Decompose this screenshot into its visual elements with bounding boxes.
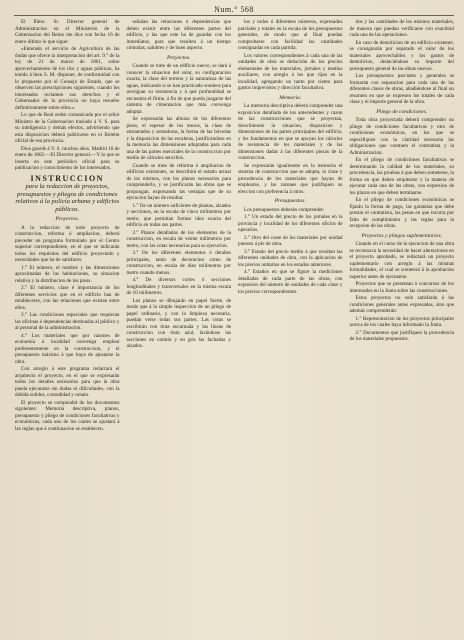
paragraph: Se expresarán las alturas de los diferentes pisos, el espesor de los muros, la clase de entramados y armaduras, la forma de las bóvedas y la disposicion de las escaleras, justificándose en la memoria las dimensiones adoptadas para cada una de las partes esenciales de la construccion por medio de cálculos sencillos.	[126, 116, 231, 161]
paragraph: 2.° Otro del coste de los materiales por unidad puestos á pie de obra.	[238, 234, 343, 247]
column-4	[349, 19, 455, 633]
column-1	[14, 19, 120, 633]
paragraph: En caso de demolicion de un edificio existente, se consignarán por separado el valor de los materiales aprovechables y los gastos de demolicion, deduciéndose su importe del presupuesto general de las obras nuevas.	[349, 39, 454, 72]
paragraph: A la redaccion de todo proyecto de construccion, reforma ó ampliacion, deberá preceder un programa formulado por el Centro superior correspondiente, en el que se indicarán todos los requisitos del edificio proyectado y necesidades que ha de satisfacer.	[15, 224, 120, 264]
paragraph: Los valores correspondientes á cada una de las unidades de obra se deducirán de los precios elementales de los materiales, jornales y medios auxiliares, con arreglo á los que rijan en la localidad, agregando un tanto por ciento para gastos imprevistos y dirección facultativa.	[238, 52, 343, 91]
section-heading: Pliego de condiciones.	[376, 108, 428, 115]
paragraph: Se expresarán igualmente en la memoria el sistema de construccion que se adopta, la clase y procedencia de los materiales que hayan de emplearse, y las razones que justifiquen su eleccion con preferencia á otros.	[238, 162, 343, 195]
paragraph: 4.° De diversos cortes ó secciones longitudinales y transversales en la misma escala de 10 milímetros.	[126, 277, 231, 296]
section-heading: Proyectos.	[166, 54, 191, 61]
paragraph: Dios guarde á V. S. muchos años. Madrid 16 de enero de 1862.—El Director general.—Y lo que se inserta en este periódico oficial para su publicacion y conocimiento de los interesados.	[15, 145, 120, 171]
paragraph: 2.° El número, clase é importancia de los diferentes servicios que en el edificio han de establecerse, con las relaciones que existan entre ellos.	[15, 285, 120, 311]
paragraph: Los presupuestos deberán comprender:	[244, 206, 325, 213]
issue-number: Num.° 568	[214, 5, 254, 14]
paragraph: 3.° Las condiciones especiales que requieran las oficinas ó dependencias destinadas al público y al personal de la administracion.	[15, 312, 120, 332]
paragraph: En el pliego de condiciones económicas se fijarán la forma de pago, las garantías que debe prestar el contratista, las penas en que incurra por falta de cumplimiento y las reglas para la recepcion de las obras.	[349, 197, 454, 229]
paragraph: señalan las relaciones ó dependencias que deben existir entre las diferentes partes del edificio, y las que este ha de guardar con los inmediatos, para que resulten á un tiempo cómodas, salubres y de buen aspecto.	[126, 19, 231, 51]
paragraph: Cuando en el curso de la ejecucion de una obra se reconozca la necesidad de hacer alteraciones en el proyecto aprobado, se redactará un proyecto suplementario con arreglo á las mismas formalidades, el cual se someterá á la aprobacion superior antes de ejecutarse.	[349, 241, 454, 280]
section-heading: Memoria.	[279, 94, 302, 101]
paragraph: 1.° Representacion de los proyectos principales acerca de los cuales haya informado la Junta.	[349, 315, 454, 328]
paragraph: 3.° De los diferentes elementos ó detalles principales, tanto de decoracion como de construccion, en escala de diez milímetros por metro cuando menos.	[126, 250, 231, 276]
document-title: INSTRUCCION	[30, 173, 104, 183]
paragraph: 4.° Los materiales que por razones de economía ó localidad convenga emplear preferentemente en la construccion, y el presupuesto máximo á que haya de ajustarse la obra.	[15, 332, 120, 365]
paragraph: dos y las cantidades de los mismos materiales, de manera que puedan verificarse con exactitud cada una de las operaciones.	[349, 19, 454, 38]
paragraph: 4.° Estados en que se figure la mediciones detalladas de cada parte de las obras, con expresion del número de unidades de cada clase y los precios correspondientes.	[238, 269, 343, 295]
paragraph: los y todos ó diferentes números, expresados parciales y totales en la escala de los presupuestos generales, de modo que al final puedan comprobarse con facilidad las cantidades consignadas en cada partida.	[238, 19, 343, 51]
paragraph: La memoria descriptiva deberá comprender una exposicion detallada de los antecedentes y razon de las construcciones que se proyectan, describiendo la situacion, disposicion y dimensiones de las partes principales del edificio, y los fundamentos en que se apoyan los cálculos de resistencia de los materiales y de las dimensiones dadas á las diferentes piezas de la construccion.	[238, 103, 343, 161]
column-2	[126, 19, 232, 633]
paragraph: Con arreglo á este programa redactará el arquitecto el proyecto, en el que se expresarán todos los detalles necesarios para que la obra pueda ejecutarse sin dudas ni dificultades, con la debida solidez, comodidad y ornato.	[15, 366, 120, 399]
paragraph: Los planos se dibujarán en papel fuerte, de modo que á la simple inspeccion de un pliego de papel ordinario, y con la limpieza necesaria, puedan verse todas sus partes. Las cotas se escribirán con tinta encarnada y las líneas de construccion con tinta azul, lavándose las secciones en carmín y en gris las fachadas y alzados.	[126, 297, 231, 349]
column-3	[237, 19, 343, 633]
paragraph: Estos proyectos no solo satisfarán á las condiciones generales antes expresadas, sino que además comprenderán:	[349, 295, 454, 314]
paragraph: 2.° Planos detallados de los elementos de la construccion, en escala de veinte milímetros por metro, con las cotas necesarias para su ejecucion.	[126, 229, 231, 249]
paragraph: 2.° Documentos que justifiquen la procedencia de los materiales propuestos.	[349, 329, 454, 342]
document-subtitle: para la redaccion de proyectos, presupuestos y pliegos de condiciones relativos á la policía urbana y edificios públicos.	[15, 183, 120, 213]
paragraph: En el pliego de condiciones facultativas se determinarán la calidad de los materiales, su procedencia, las pruebas á que deben someterse, la forma en que deben emplearse y la manera de ejecutar cada una de las obras, con expresion de los plazos en que deben terminarse.	[349, 157, 454, 196]
section-heading: Presupuestos.	[274, 198, 306, 204]
paragraph: Cuando se trate de un edificio nuevo, se dará á conocer la situacion del solar, su configuracion exacta, la clase del terreno y la naturaleza de las aguas, indicando si se han practicado sondeos para averiguar su resistencia y á qué profundidad se encuentra el firme, á fin de que pueda juzgarse del sistema de cimentacion que más convenga adoptar.	[126, 63, 231, 115]
paragraph: 1.° De un número suficiente de plantas, alzados y secciones, en la escala de cinco milímetros por metro, que permitan formar idea exacta del edificio en todas sus partes.	[126, 202, 231, 228]
paragraph: Toda obra proyectada deberá comprender un pliego de condiciones facultativas y otro de condiciones económicas, en los que se especifiquen con la claridad necesaria las obligaciones que contraen el contratista y la Administracion.	[349, 117, 454, 156]
paragraph: 3.° Estado del precio medio á que resultan las diferentes unidades de obra, con la aplicacion de los precios unitarios en los estados anteriores.	[238, 248, 343, 268]
paragraph: El Illmo. Sr. Director general de Administracion en el Ministerio de la Gobernacion del Reino me dice con fecha 16 de enero último lo que sigue:	[15, 19, 120, 45]
paragraph: «Enterado el servicio de Agricultura de las dudas que ofrece la interpretacion del art. 9.° de la ley de 21 de marzo de 1861, sobre aprovechamiento de los ríos y aguas públicas, ha tenido á bien S. M. disponer, de conformidad con lo propuesto por el Consejo de Estado, que se observen las prescripciones siguientes, cuando los interesados reclamen sus derechos y el Gobernador de la provincia no haya resuelto definitivamente sobre ellos.»	[15, 46, 120, 111]
section-heading: Proyectos y pliegos suplementarios.	[361, 232, 443, 239]
text-columns	[14, 19, 454, 633]
paragraph: 1.° Un estado del precio de los jornales en la provincia y localidad de los diferentes oficios de operarios.	[238, 214, 343, 233]
section-heading: Proyectos.	[55, 216, 80, 223]
paragraph: Los presupuestos parciales y generales se formarán con separacion para cada una de las diferentes clases de obras, añadiéndose al final un resumen en que se expresen los totales de cada clase y el importe general de la obra.	[349, 73, 454, 105]
paragraph: 1.° El número, el nombre y las dimensiones aproximadas de las habitaciones, su situacion relativa y la distribucion de los pisos.	[15, 264, 120, 284]
paragraph: El proyecto se compondrá de los documentos siguientes: Memoria descriptiva, planos, presupuesto y pliego de condiciones facultativas y económicas, cada uno de los cuales se ajustará á las reglas que á continuacion se establecen.	[15, 399, 120, 432]
paragraph: Proyectos que se presentan á concursos de los interesados en la Junta sobre las construcciones.	[349, 281, 454, 294]
page-header	[14, 4, 454, 16]
paragraph: Lo que de Real orden comunicada por el señor Ministro de la Gobernacion traslado á V. S. para su inteligencia y demás efectos, advirtiendo que esta disposicion deberá publicarse en el Boletin oficial de esa provincia.	[15, 112, 120, 144]
paragraph: Cuando se trate de reforma ó ampliacion de edificios existentes, se describirá el estado actual de los mismos, con los planos necesarios para comprenderlo, y se justificarán las obras que se propongan, expresando las ventajas que de su ejecucion hayan de resultar.	[126, 162, 231, 201]
